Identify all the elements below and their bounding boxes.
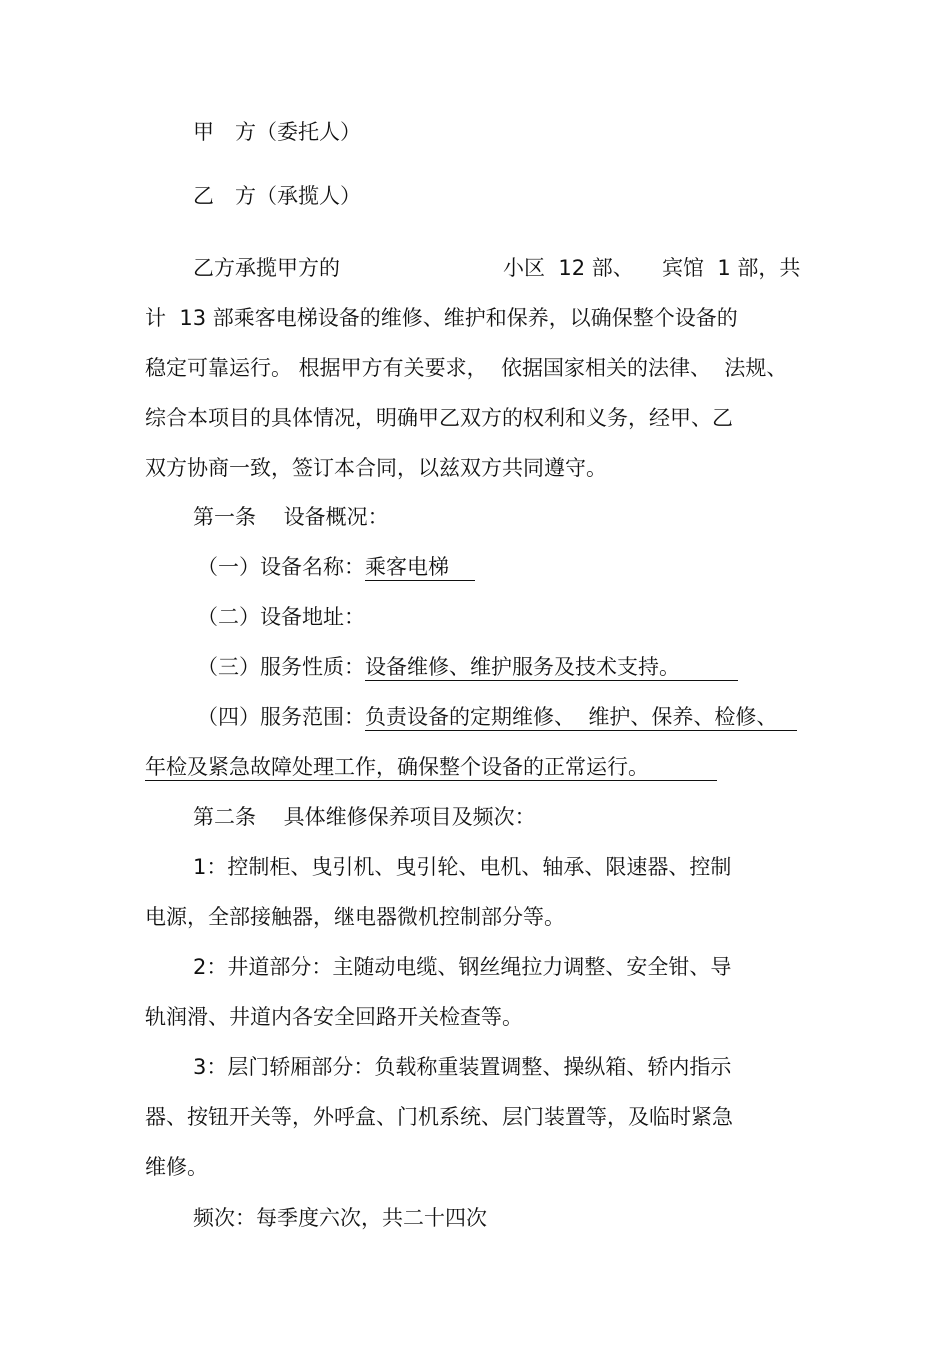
intro-line-1a: 乙方承揽甲方的 (193, 256, 340, 280)
article-1-item-3 (197, 653, 738, 681)
intro-line-1b: 小区 12 部、 (503, 256, 634, 280)
item-2-label: （二）设备地址： (197, 605, 365, 629)
article-2-frequency: 频次：每季度六次，共二十四次 (193, 1206, 487, 1230)
intro-line-4: 综合本项目的具体情况，明确甲乙双方的权利和义务，经甲、乙 (145, 406, 733, 430)
article-1-item-4 (197, 703, 797, 731)
article-2-p2-line-2: 轨润滑、井道内各安全回路开关检查等。 (145, 1005, 523, 1029)
article-1-item-4-cont (145, 753, 717, 781)
item-1-value: 乘客电梯 (365, 554, 475, 581)
article-1-title: 第一条 设备概况： (193, 505, 389, 529)
item-4-label: （四）服务范围： (197, 705, 365, 729)
article-2-p2-line-1: 2：井道部分：主随动电缆、钢丝绳拉力调整、安全钳、导 (193, 955, 732, 979)
article-2-p3-line-2: 器、按钮开关等，外呼盒、门机系统、层门装置等，及临时紧急 (145, 1105, 733, 1129)
party-b-line: 乙 方（承揽人） (193, 184, 361, 208)
article-1-item-1 (197, 553, 475, 581)
intro-line-2: 计 13 部乘客电梯设备的维修、维护和保养，以确保整个设备的 (145, 306, 738, 330)
intro-line-3: 稳定可靠运行。 根据甲方有关要求， 依据国家相关的法律、 法规、 (145, 356, 788, 380)
article-1-item-2 (197, 603, 365, 631)
item-4-value-line-1: 负责设备的定期维修、 维护、保养、检修、 (365, 704, 797, 731)
article-2-title: 第二条 具体维修保养项目及频次： (193, 805, 536, 829)
article-2-p1-line-2: 电源，全部接触器，继电器微机控制部分等。 (145, 905, 565, 929)
item-4-value-line-2: 年检及紧急故障处理工作，确保整个设备的正常运行。 (145, 754, 717, 781)
article-2-p1-line-1: 1：控制柜、曳引机、曳引轮、电机、轴承、限速器、控制 (193, 855, 732, 879)
intro-line-5: 双方协商一致，签订本合同，以兹双方共同遵守。 (145, 456, 607, 480)
article-2-p3-line-1: 3：层门轿厢部分：负载称重装置调整、操纵箱、轿内指示 (193, 1055, 732, 1079)
intro-line-1c: 宾馆 1 部，共 (662, 256, 801, 280)
item-3-label: （三）服务性质： (197, 655, 365, 679)
item-3-value: 设备维修、维护服务及技术支持。 (365, 654, 738, 681)
party-a-line: 甲 方（委托人） (193, 120, 361, 144)
item-1-label: （一）设备名称： (197, 555, 365, 579)
article-2-p3-line-3: 维修。 (145, 1155, 208, 1179)
